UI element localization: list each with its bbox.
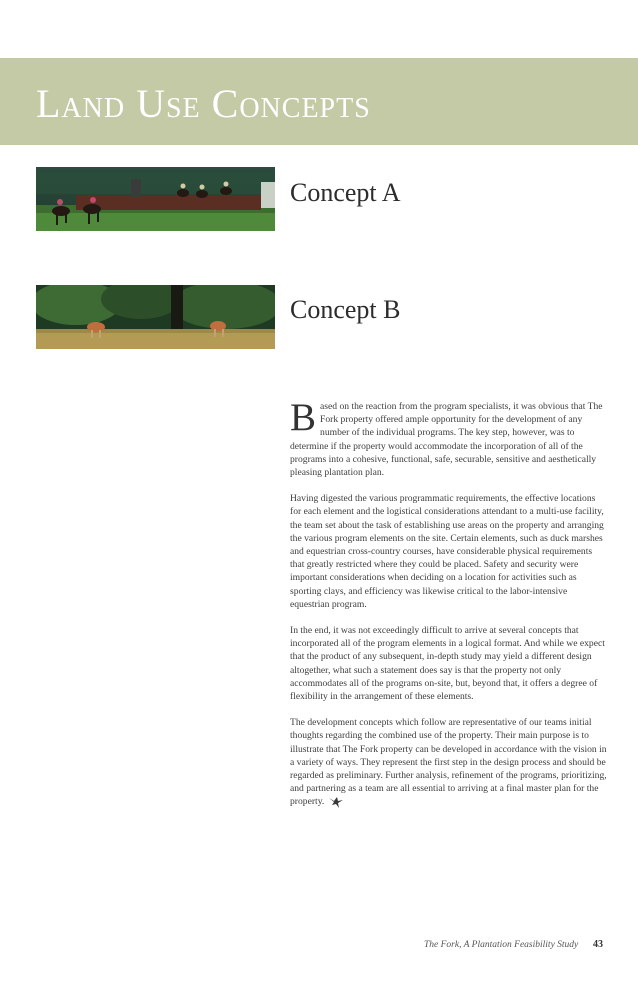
body-paragraph xyxy=(290,396,608,479)
body-text xyxy=(290,396,608,827)
paragraph-text: ased on the reaction from the program specialists, it was obvious that The Fork property offered ample opportunity for the development of any number of the individual programs. The key step, however, was to determine if the property would accommodate the incorporation of all of the programs into a cohesive, functional, safe, securable, sensitive and aesthetically pleasing plantation plan. xyxy=(290,401,603,479)
steeplechase-photo xyxy=(36,167,275,231)
paragraph-text: The development concepts which follow are representative of our teams initial thoughts regarding the combined use of the property. Their main purpose is to illustrate that The Fork property can be developed in accordance with the vision in a variety of ways. They represent the first step in the design process and should be regarded as preliminary. Further analysis, refinement of the programs, prioritizing, and partnering as a team are all essential to arriving at a final master plan for the property. xyxy=(290,717,607,808)
body-paragraph: Having digested the various programmatic requirements, the effective locations for each element and the logistical considerations attendant to a multi-use facility, the team set about the task of establishing use areas on the property and arranging the various program elements on the site. Certain elements, such as duck marshes and equestrian cross-country courses, have considerable physical requirements that greatly restricted where they could be placed. Safety and security were important considerations when deciding on a location for activities such as sporting clays, and efficiency was likewise critical to the labor-intensive equestrian program. xyxy=(290,493,604,610)
concept-b-title: Concept B xyxy=(290,295,401,324)
page-number: 43 xyxy=(593,939,603,950)
drop-cap: B xyxy=(290,396,317,439)
body-paragraph: In the end, it was not exceedingly difficult to arrive at several concepts that incorporated all of the program elements in a logical format. And while we expect that the product of any subsequent, in-depth study may yield a different design altogether, what such a statement does say is that the property not only accommodates all of the programs on-site, but, beyond that, it offers a degree of flexibility in the arrangement of these elements. xyxy=(290,625,605,703)
body-paragraph xyxy=(290,716,608,813)
deer-meadow-photo xyxy=(36,285,275,349)
footer-publication-title: The Fork, A Plantation Feasibility Study xyxy=(424,940,579,950)
bird-end-mark-icon xyxy=(328,795,344,813)
concept-a-title: Concept A xyxy=(290,178,401,207)
page-title: Land Use Concepts xyxy=(36,81,371,126)
